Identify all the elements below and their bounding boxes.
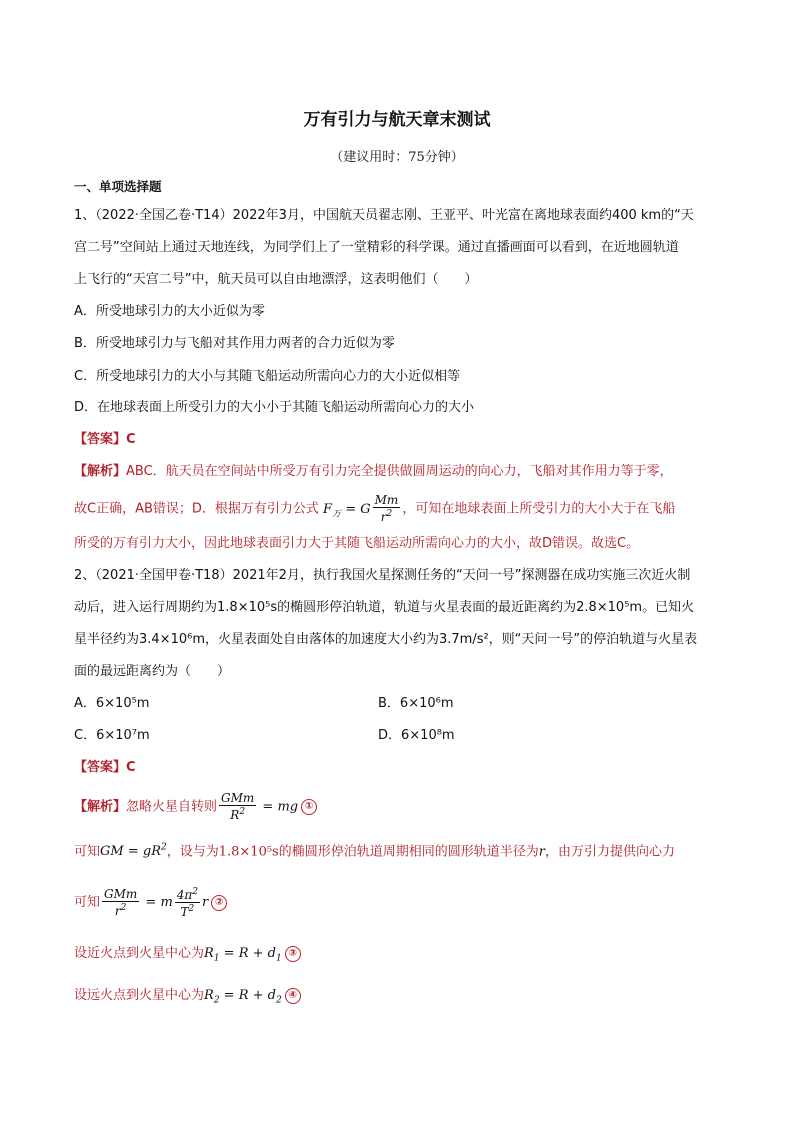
q1-analysis-line2 xyxy=(74,494,675,529)
analysis-text: 忽略火星自转则 xyxy=(126,799,218,815)
formula-rhs: = mg xyxy=(258,799,299,815)
page-subtitle: （建议用时：75分钟） xyxy=(330,150,464,165)
marker-4: ④ xyxy=(285,988,301,1004)
q2-stem-line4: 面的最远距离约为（ ） xyxy=(74,664,231,679)
q2-option-c: C．6×10⁷m xyxy=(74,728,150,743)
marker-1: ① xyxy=(301,799,317,815)
formula-fraction: $\frac{\text{GMm}}{R^2}$ xyxy=(221,791,255,822)
analysis-text: 可知 xyxy=(74,895,101,910)
q1-option-c: C．所受地球引力的大小与其随飞船运动所需向心力的大小近似相等 xyxy=(74,369,461,384)
q2-stem-line2: 动后，进入运行周期约为1.8×10⁵s的椭圆形停泊轨道，轨道与火星表面的最近距离约为2.8×10⁵m。已知火 xyxy=(74,600,695,615)
q1-option-b: B．所受地球引力与飞船对其作用力两者的合力近似为零 xyxy=(74,336,395,351)
q2-analysis-line4 xyxy=(74,944,301,969)
formula-r2: $R_2 = R + d_2$ xyxy=(204,988,282,1006)
analysis-text: 设近火点到火星中心为 xyxy=(74,946,205,961)
section-heading: 一、单项选择题 xyxy=(74,179,162,194)
formula-fraction: $\frac{\text{GMm}}{r^2}$ xyxy=(104,886,138,918)
q1-answer xyxy=(74,430,136,450)
q2-analysis-line2 xyxy=(74,838,675,862)
analysis-text: 设远火点到火星中心为 xyxy=(74,988,205,1003)
analysis-label: 【解析】 xyxy=(74,799,127,815)
q1-stem-line1: 1、（2022·全国乙卷·T14）2022年3月，中国航天员翟志刚、王亚平、叶光富在离地球表面约400 km的“天 xyxy=(74,208,694,223)
q2-stem-line1: 2、（2021·全国甲卷·T18）2021年2月，执行我国火星探测任务的“天问一号”探测器在成功实施三次近火制 xyxy=(74,568,691,583)
q1-option-d: D．在地球表面上所受引力的大小小于其随飞船运动所需向心力的大小 xyxy=(74,400,475,415)
q1-option-a: A．所受地球引力的大小近似为零 xyxy=(74,304,265,319)
answer-value: C xyxy=(126,760,136,775)
analysis-text: 可知 xyxy=(74,844,101,860)
marker-3: ③ xyxy=(285,946,301,962)
analysis-text: 故C正确，AB错误；D．根据万有引力公式 xyxy=(74,501,319,517)
analysis-text: ，设与为 xyxy=(166,844,219,860)
q2-analysis-line3 xyxy=(74,886,227,919)
formula-fraction: $\frac{Mm}{r^2}$ xyxy=(374,493,399,524)
analysis-text: ，可知在地球表面上所受引力的大小大于在飞船 xyxy=(402,501,676,517)
marker-2: ② xyxy=(211,895,227,911)
analysis-period: 1.8×10⁵s xyxy=(218,844,279,860)
answer-label: 【答案】 xyxy=(74,432,127,447)
q1-stem-line3: 上飞行的“天宫二号”中，航天员可以自由地漂浮，这表明他们（ ） xyxy=(74,272,478,287)
answer-label: 【答案】 xyxy=(74,760,127,775)
q1-analysis-line3: 所受的万有引力大小，因此地球表面引力大于其随飞船运动所需向心力的大小，故D错误。故选C。 xyxy=(74,536,640,551)
q2-answer xyxy=(74,758,136,778)
q1-analysis-line1 xyxy=(74,462,673,482)
q2-option-a: A．6×10⁵m xyxy=(74,696,150,711)
symbol-r: r xyxy=(538,844,545,860)
analysis-text: 的椭圆形停泊轨道周期相同的圆形轨道半径为 xyxy=(278,844,539,860)
analysis-text: ABC．航天员在空间站中所受万有引力完全提供做圆周运动的向心力，飞船对其作用力等于零， xyxy=(126,464,673,479)
page-title: 万有引力与航天章末测试 xyxy=(303,110,491,130)
q2-analysis-line1 xyxy=(74,792,317,823)
analysis-text: ，由万引力提供向心力 xyxy=(544,844,675,860)
q2-option-b: B．6×10⁶m xyxy=(378,696,454,711)
q2-analysis-line5 xyxy=(74,986,301,1011)
analysis-label: 【解析】 xyxy=(74,464,127,479)
gravity-formula: $F_万 = G$ xyxy=(323,501,371,520)
formula-rhs: = m xyxy=(141,895,173,910)
q1-stem-line2: 宫二号”空间站上通过天地连线，为同学们上了一堂精彩的科学课。通过直播画面可以看到，在近地圆轨道 xyxy=(74,240,679,255)
formula-r1: $R_1 = R + d_1$ xyxy=(204,946,282,964)
q2-stem-line3: 星半径约为3.4×10⁶m，火星表面处自由落体的加速度大小约为3.7m/s²，则“天问一号”的停泊轨道与火星表 xyxy=(74,632,698,647)
answer-value: C xyxy=(126,432,136,447)
q2-option-d: D．6×10⁸m xyxy=(378,728,455,743)
formula-gm: GM = $gR^2$ xyxy=(100,843,167,860)
formula-fraction: $\frac{4\pi^2}{T^2}$ xyxy=(176,887,199,919)
symbol-r: r xyxy=(202,895,209,910)
